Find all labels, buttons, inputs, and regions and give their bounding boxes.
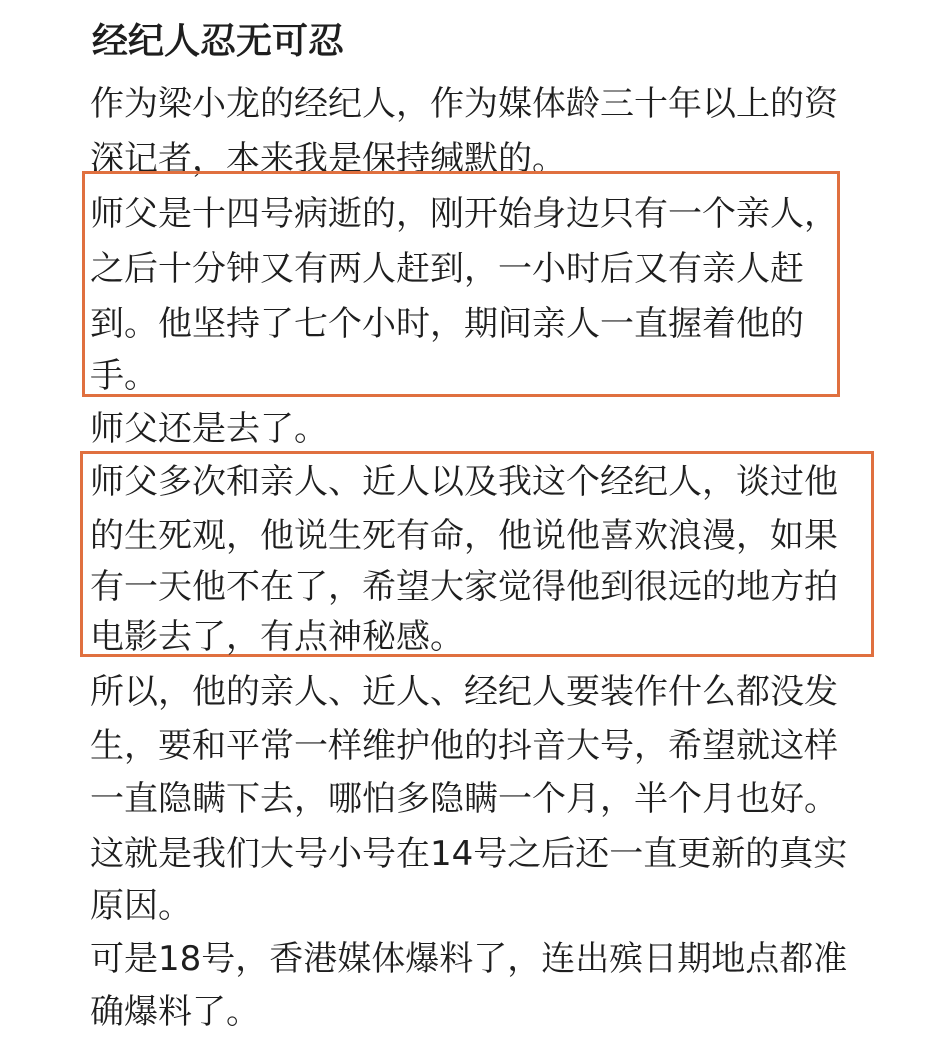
text-line: 深记者，本来我是保持缄默的。 (90, 139, 566, 179)
text-line: 之后十分钟又有两人赶到，一小时后又有亲人赶 (90, 249, 804, 289)
text-line: 原因。 (90, 886, 192, 926)
text-line: 师父还是去了。 (90, 409, 328, 449)
text-line: 师父多次和亲人、近人以及我这个经纪人，谈过他 (90, 462, 838, 502)
text-line: 所以，他的亲人、近人、经纪人要装作什么都没发 (90, 672, 838, 712)
text-line: 的生死观，他说生死有命，他说他喜欢浪漫，如果 (90, 516, 838, 556)
text-line: 一直隐瞒下去，哪怕多隐瞒一个月，半个月也好。 (90, 779, 838, 819)
text-line: 师父是十四号病逝的，刚开始身边只有一个亲人， (90, 194, 838, 234)
text-line: 有一天他不在了，希望大家觉得他到很远的地方拍 (90, 567, 838, 607)
text-line: 电影去了，有点神秘感。 (90, 617, 464, 657)
text-line: 可是18号，香港媒体爆料了，连出殡日期地点都准 (90, 939, 848, 979)
article-title: 经纪人忍无可忍 (92, 21, 345, 62)
text-line: 到。他坚持了七个小时，期间亲人一直握着他的 (90, 304, 804, 344)
text-line: 确爆料了。 (90, 992, 260, 1032)
text-line: 这就是我们大号小号在14号之后还一直更新的真实 (90, 834, 848, 874)
text-line: 手。 (90, 356, 158, 396)
text-line: 作为梁小龙的经纪人，作为媒体龄三十年以上的资 (90, 84, 838, 124)
text-line: 生，要和平常一样维护他的抖音大号，希望就这样 (90, 726, 838, 766)
